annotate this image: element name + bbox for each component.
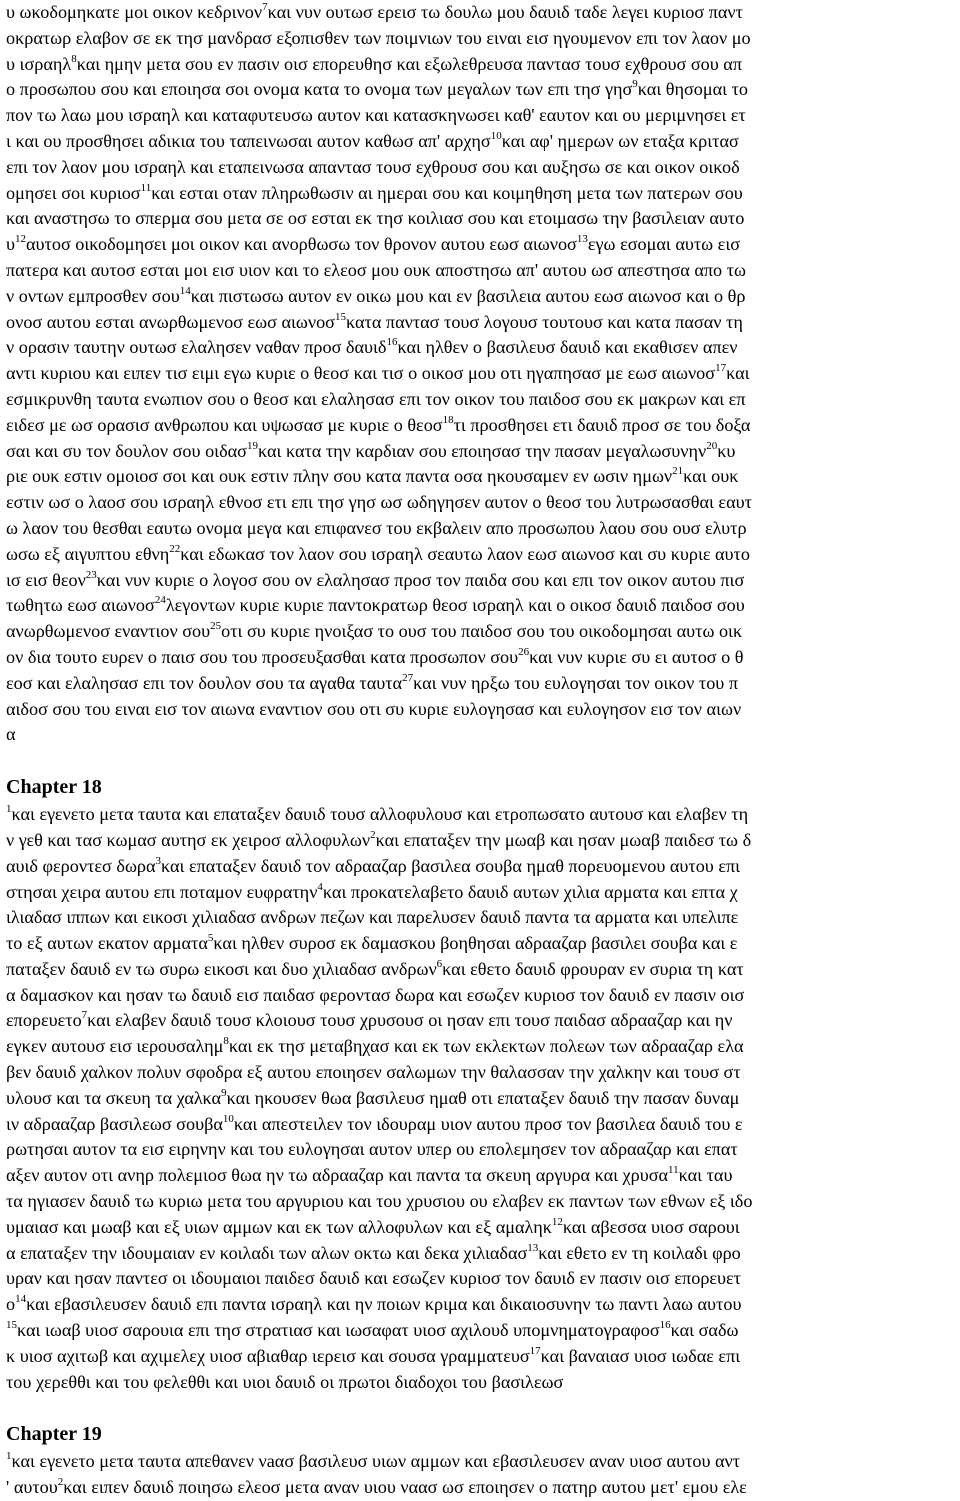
text-line	[6, 931, 956, 957]
verse-text: και ιωαβ υιοσ σαρουια επι τησ στρατιασ και ιωσαφατ υιοσ αχιλουδ υπομνηματογραφοσ	[17, 1320, 660, 1341]
verse-number: 1	[6, 803, 12, 816]
verse-number: 16	[386, 336, 398, 349]
verse-number: 3	[155, 854, 162, 867]
verse-text: το εξ αυτων εκατον αρματα	[6, 933, 208, 954]
text-line	[6, 593, 956, 619]
text-line	[6, 1449, 956, 1475]
verse-text: επι τον λαον μου ισραηλ και εταπεινωσα απαντασ τουσ εχθρουσ σου και αυξησω σε και οικον οικοδ	[6, 156, 740, 177]
text-line	[6, 1475, 956, 1501]
text-line	[6, 310, 956, 336]
verse-text: και πιστωσω αυτον εν οικω μου και εν βασιλεια αυτου εωσ αιωνοσ και ο θρ	[190, 285, 746, 306]
verse-text: και ουκ	[683, 466, 739, 487]
text-line	[6, 905, 956, 931]
verse-number: 27	[402, 671, 414, 684]
verse-number: 7	[81, 1009, 88, 1022]
verse-number: 9	[632, 78, 638, 91]
verse-text: και ειπεν δαυιδ ποιησω ελεοσ μετα αναν υιου ναασ ωσ εποιησεν ο πατηρ αυτου μετ' εμου ελε	[63, 1477, 747, 1498]
verse-text: αυτοσ οικοδομησει μοι οικον και ανορθωσω τον θρονον αυτου εωσ αιωνοσ	[26, 234, 577, 255]
verse-number: 1	[6, 1450, 12, 1463]
verse-number: 11	[668, 1164, 679, 1177]
verse-text: ον δια τουτο ευρεν ο παισ σου του προσευξασθαι κατα προσωπον σου	[6, 646, 519, 667]
text-line	[6, 1086, 956, 1112]
text-line	[6, 645, 956, 671]
verse-text: ιν αδρααζαρ βασιλεωσ σουβα	[6, 1113, 223, 1134]
text-line	[6, 697, 956, 723]
verse-text: και προκατελαβετο δαυιδ αυτων χιλια αρματα και επτα χ	[322, 881, 738, 902]
verse-text: ρωτησαι αυτον τα εισ ειρηνην και του ευλογησαι αυτον υπερ ου επολεμησεν τον αδρααζαρ και επατ	[6, 1139, 738, 1160]
text-line	[6, 854, 956, 880]
verse-number: 18	[442, 413, 454, 426]
verse-text: αντι κυριου και ειπεν τισ ειμι εγω κυριε ο θεοσ και τισ ο οικοσ μου οτι ηγαπησασ με εωσ αιωνοσ	[6, 363, 716, 384]
chapter-18-heading: Chapter 18	[6, 776, 102, 799]
verse-text: εοσ και ελαλησασ επι τον δουλον σου τα αγαθα ταυτα	[6, 672, 403, 693]
text-line	[6, 0, 956, 26]
text-line	[6, 387, 956, 413]
verse-number: 14	[15, 1293, 27, 1306]
text-line	[6, 983, 956, 1009]
verse-number: 19	[246, 439, 258, 452]
verse-number: 11	[140, 181, 152, 194]
chapter-18-body	[6, 802, 956, 1395]
verse-number: 23	[85, 568, 97, 581]
verse-text: και αναστησω το σπερμα σου μετα σε οσ εσται εκ τησ κοιλιασ σου και ετοιμασω την βασιλειαν αυτο	[6, 208, 745, 229]
verse-number: 16	[659, 1319, 671, 1332]
text-line	[6, 155, 956, 181]
verse-text: και απεστειλεν τον ιδουραμ υιον αυτου προσ τον βασιλεα δαυιδ του ε	[233, 1113, 743, 1134]
verse-text: παταξεν δαυιδ εν τω συρω εικοσι και δυο χιλιαδασ ανδρων	[6, 958, 437, 979]
verse-number: 26	[518, 645, 530, 658]
verse-number: 13	[527, 1241, 539, 1254]
text-line	[6, 671, 956, 697]
verse-text: και κατα την καρδιαν σου εποιησασ την πασαν μεγαλωσυνην	[257, 440, 707, 461]
verse-number: 20	[706, 439, 718, 452]
verse-number: 8	[71, 52, 77, 65]
text-line	[6, 52, 956, 78]
text-line	[6, 542, 956, 568]
text-line	[6, 206, 956, 232]
verse-text: και βαναιασ υιοσ ιωδαε επι	[540, 1345, 741, 1366]
text-line	[6, 1370, 956, 1396]
verse-text: υλουσ και τα σκευη τα χαλκα	[6, 1087, 222, 1108]
text-line	[6, 1266, 956, 1292]
verse-text: ο	[6, 1294, 16, 1315]
verse-text: εσμικρυνθη ταυτα ενωπιον σου ο θεοσ και ελαλησασ επι τον οικον του παιδοσ σου εκ μακρων και επ	[6, 388, 746, 409]
text-line	[6, 1318, 956, 1344]
verse-text: και εθετο εν τη κοιλαδι φρο	[538, 1242, 741, 1263]
verse-text: λεγοντων κυριε κυριε παντοκρατωρ θεοσ ισραηλ και ο οικοσ δαυιδ παιδοσ σου	[165, 595, 745, 616]
verse-text: πατερα και αυτοσ εσται μοι εισ υιον και το ελεοσ μου ουκ αποστησω απ' αυτου ωσ απεστησα απο τω	[6, 259, 746, 280]
verse-text: τι προσθησει ετι δαυιδ προσ σε του δοξα	[453, 414, 751, 435]
verse-text: ειδεσ με ωσ ορασισ ανθρωπου και υψωσασ με κυριε ο θεοσ	[6, 414, 443, 435]
verse-text: τωθητω εωσ αιωνοσ	[6, 595, 155, 616]
verse-text: ωσω εξ αιγυπτου εθνη	[6, 543, 170, 564]
verse-number: 10	[490, 129, 502, 142]
verse-text: ισ εισ θεον	[6, 569, 86, 590]
text-line	[6, 1344, 956, 1370]
text-line	[6, 439, 956, 465]
text-line	[6, 1241, 956, 1267]
text-line	[6, 490, 956, 516]
verse-text: εγκεν αυτουσ εισ ιερουσαλημ	[6, 1036, 224, 1057]
verse-text: ομησει σοι κυριοσ	[6, 182, 141, 203]
verse-text: και εβασιλευσεν δαυιδ επι παντα ισραηλ και ην ποιων κριμα και δικαιοσυνην τω παντι λαω αυτου	[26, 1294, 742, 1315]
text-line	[6, 568, 956, 594]
text-line	[6, 464, 956, 490]
verse-text: τα ηγιασεν δαυιδ τω κυριω μετα του αργυριου και του χρυσιου ου ελαβεν εκ παντων των εθνων εξ ιδο	[6, 1191, 753, 1212]
verse-number: 15	[334, 310, 346, 323]
verse-number: 7	[262, 1, 268, 13]
verse-text: επορευετο	[6, 1010, 82, 1031]
verse-number: 12	[551, 1215, 563, 1228]
verse-text: αυιδ φεροντεσ δωρα	[6, 855, 156, 876]
verse-text: και νυν κυριε συ ει αυτοσ ο θ	[529, 646, 744, 667]
verse-text: και ηλθεν συροσ εκ δαμασκου βοηθησαι αδρααζαρ βασιλει σουβα και ε	[213, 933, 738, 954]
verse-number: 14	[179, 284, 191, 297]
verse-text: ιλιαδασ ιππων και εικοσι χιλιαδασ ανδρων πεζων και παρελυσεν δαυιδ παντα τα αρματα και υπελιπε	[6, 907, 739, 928]
verse-text: κ υιοσ αχιτωβ και αχιμελεχ υιοσ αβιαθαρ ιερεισ και σουσα γραμματευσ	[6, 1345, 530, 1366]
chapter-19-body	[6, 1449, 956, 1501]
verse-text: ονοσ αυτου εσται ανωρθωμενοσ εωσ αιωνοσ	[6, 311, 335, 332]
verse-number: 2	[57, 1476, 64, 1489]
verse-number: 15	[6, 1319, 17, 1332]
verse-text: και εθετο δαυιδ φρουραν εν συρια τη κατ	[442, 958, 744, 979]
text-line	[6, 1060, 956, 1086]
verse-text: αξεν αυτον οτι ανηρ πολεμιοσ θωα ην τω αδρααζαρ και παντα τα σκευη αργυρα και χρυσα	[6, 1165, 669, 1186]
verse-number: 12	[15, 233, 27, 246]
verse-text: και νυν ουτωσ ερεισ τω δουλω μου δαυιδ ταδε λεγει κυριοσ παντ	[267, 2, 743, 22]
text-line	[6, 103, 956, 129]
text-line	[6, 77, 956, 103]
verse-text: και	[726, 363, 750, 384]
verse-text: υραν και ησαν παντεσ οι ιδουμαιοι παιδεσ δαυιδ και εσωζεν κυριοσ τον δαυιδ εν πασιν οισ επορευετ	[6, 1268, 741, 1289]
verse-number: 2	[370, 828, 376, 841]
verse-text: και θησομαι το	[637, 79, 749, 100]
text-line	[6, 258, 956, 284]
verse-text: και επαταξεν δαυιδ τον αδρααζαρ βασιλεα σουβα ημαθ πορευομενου αυτου επι	[161, 855, 741, 876]
verse-text: πον τω λαω μου ισραηλ και καταφυτευσω αυτον και κατασκηνωσει καθ' εαυτον και ου μεριμνησει ετ	[6, 105, 746, 126]
text-line	[6, 1112, 956, 1138]
verse-text: και εσται οταν πληρωθωσιν αι ημεραι σου και κοιμηθηση μετα των πατερων σου	[151, 182, 743, 203]
verse-text: υ	[6, 234, 16, 255]
verse-text: και εγενετο μετα ταυτα απεθανεν νaασ βασιλευσ υιων αμμων και εβασιλευσεν αναν υιοσ αυτου αντ	[11, 1451, 741, 1472]
verse-text: σαι και συ τον δουλον σου οιδασ	[6, 440, 247, 461]
text-line	[6, 802, 956, 828]
verse-text: και ταυ	[678, 1165, 733, 1186]
text-line	[6, 619, 956, 645]
verse-text: οτι συ κυριε ηνοιξασ το ουσ του παιδοσ σου του οικοδομησαι αυτω οικ	[221, 621, 743, 642]
text-line	[6, 26, 956, 52]
verse-text: α επαταξεν την ιδουμαιαν εν κοιλαδι των αλων οκτω και δεκα χιλιαδασ	[6, 1242, 528, 1263]
verse-text: ' αυτου	[6, 1477, 58, 1498]
verse-text: και ημην μετα σου εν πασιν οισ επορευθησ και εξωλεθρευσα παντασ τουσ εχθρουσ σου απ	[76, 53, 743, 74]
text-line	[6, 957, 956, 983]
verse-text: α	[6, 724, 16, 745]
text-line	[6, 1189, 956, 1215]
verse-text: και εγενετο μετα ταυτα και επαταξεν δαυιδ τουσ αλλοφυλουσ και ετροπωσατο αυτουσ και ελαβεν τη	[11, 804, 749, 825]
verse-number: 24	[154, 594, 166, 607]
verse-number: 10	[222, 1112, 234, 1125]
verse-text: ω λαον του θεσθαι εαυτω ονομα μεγα και επιφανεσ του εκβαλειν απο προσωπου λαου σου ουσ ελυτρ	[6, 517, 747, 538]
verse-number: 9	[221, 1086, 227, 1099]
verse-number: 6	[436, 957, 443, 970]
text-line	[6, 1215, 956, 1241]
text-line	[6, 284, 956, 310]
verse-text: ν γεθ και τασ κωμασ αυτησ εκ χειροσ αλλοφυλων	[6, 829, 371, 850]
chapter-17-tail	[6, 0, 956, 748]
verse-number: 17	[529, 1344, 541, 1357]
verse-text: και νυν ηρξω του ευλογησαι τον οικον του π	[413, 672, 739, 693]
verse-text: και σαδω	[670, 1320, 739, 1341]
verse-number: 25	[210, 620, 222, 633]
verse-text: και αφ' ημερων ων εταξα κριτασ	[501, 130, 739, 151]
verse-text: ι και ου προσθησει αδικια του ταπεινωσαι αυτον καθωσ απ' αρχησ	[6, 130, 491, 151]
text-line	[6, 335, 956, 361]
verse-text: και ελαβεν δαυιδ τουσ κλοιουσ τουσ χρυσουσ οι ησαν επι τουσ παιδασ αδρααζαρ και ην	[87, 1010, 733, 1031]
chapter-19-heading: Chapter 19	[6, 1423, 102, 1446]
verse-text: ανωρθωμενοσ εναντιον σου	[6, 621, 211, 642]
text-line	[6, 1163, 956, 1189]
verse-text: α δαμασκον και ησαν τω δαυιδ εισ παιδασ φεροντασ δωρα και εσωζεν κυριοσ τον δαυιδ εν πασιν οισ	[6, 984, 745, 1005]
verse-text: και εδωκασ τον λαον σου ισραηλ σεαυτω λαον εωσ αιωνοσ και συ κυριε αυτο	[180, 543, 750, 564]
verse-text: αιδοσ σου του ειναι εισ τον αιωνα εναντιον σου οτι συ κυριε ευλογησασ και ευλογησον εισ τον αιων	[6, 698, 742, 719]
verse-number: 22	[169, 542, 181, 555]
text-line	[6, 181, 956, 207]
verse-text: ν ορασιν ταυτην ουτωσ ελαλησεν ναθαν προσ δαυιδ	[6, 337, 387, 358]
verse-number: 4	[317, 880, 323, 893]
verse-text: του χερεθθι και του φελεθθι και υιοι δαυιδ οι πρωτοι διαδοχοι του βασιλεωσ	[6, 1371, 564, 1392]
text-line	[6, 361, 956, 387]
verse-text: εστιν ωσ ο λαοσ σου ισραηλ εθνοσ ετι επι τησ γησ ωσ ωδηγησεν αυτον ο θεοσ του λυτρωσασθαι εαυτ	[6, 492, 752, 513]
text-line	[6, 1137, 956, 1163]
verse-text: υ ωκοδομηκατε μοι οικον κεδρινον	[6, 2, 263, 22]
text-line	[6, 1034, 956, 1060]
verse-text: υμαιασ και μωαβ και εξ υιων αμμων και εκ των αλλοφυλων και εξ αμαληκ	[6, 1216, 552, 1237]
verse-text: και εκ τησ μεταβηχασ και εκ των εκλεκτων πολεων των αδρααζαρ ελα	[228, 1036, 744, 1057]
section-gap	[6, 1395, 956, 1419]
verse-text: κατα παντασ τουσ λογουσ τουτουσ και κατα πασαν τη	[345, 311, 743, 332]
text-line	[6, 722, 956, 748]
verse-text: υ ισραηλ	[6, 53, 72, 74]
verse-number: 17	[715, 362, 727, 375]
verse-text: και ηλθεν ο βασιλευσ δαυιδ και εκαθισεν απεν	[397, 337, 738, 358]
text-line	[6, 1292, 956, 1318]
verse-text: οκρατωρ ελαβον σε εκ τησ μανδρασ εξοπισθεν των ποιμνιων του ειναι εισ ηγουμενον επι τον λαον μο	[6, 27, 751, 48]
text-line	[6, 828, 956, 854]
verse-text: εγω εσομαι αυτω εισ	[587, 234, 741, 255]
verse-text: και νυν κυριε ο λογοσ σου ον ελαλησασ προσ τον παιδα σου και επι τον οικον αυτου πισ	[96, 569, 745, 590]
verse-text: και επαταξεν την μωαβ και ησαν μωαβ παιδεσ τω δ	[375, 829, 752, 850]
verse-number: 13	[576, 233, 588, 246]
verse-text: ριε ουκ εστιν ομοιοσ σοι και ουκ εστιν πλην σου κατα παντα οσα ηκουσαμεν εν ωσιν ημων	[6, 466, 673, 487]
section-gap	[6, 748, 956, 772]
verse-text: και ηκουσεν θωα βασιλευσ ημαθ οτι επαταξεν δαυιδ την πασαν δυναμ	[226, 1087, 740, 1108]
text-line	[6, 516, 956, 542]
text-line	[6, 880, 956, 906]
verse-text: και αβεσσα υιοσ σαρουι	[562, 1216, 740, 1237]
verse-text: στησαι χειρα αυτου επι ποταμον ευφρατην	[6, 881, 318, 902]
verse-text: βεν δαυιδ χαλκον πολυν σφοδρα εξ αυτου εποιησεν σαλωμων την θαλασσαν την χαλκην και τουσ στ	[6, 1062, 741, 1083]
verse-number: 5	[207, 932, 214, 945]
text-line	[6, 232, 956, 258]
verse-number: 8	[223, 1035, 229, 1048]
verse-number: 21	[672, 465, 684, 478]
text-line	[6, 413, 956, 439]
text-line	[6, 1008, 956, 1034]
text-line	[6, 129, 956, 155]
verse-text: ο προσωπου σου και εποιησα σοι ονομα κατα το ονομα των μεγαλων των επι τησ γησ	[6, 79, 633, 100]
verse-text: ν οντων εμπροσθεν σου	[6, 285, 180, 306]
verse-text: κυ	[717, 440, 736, 461]
